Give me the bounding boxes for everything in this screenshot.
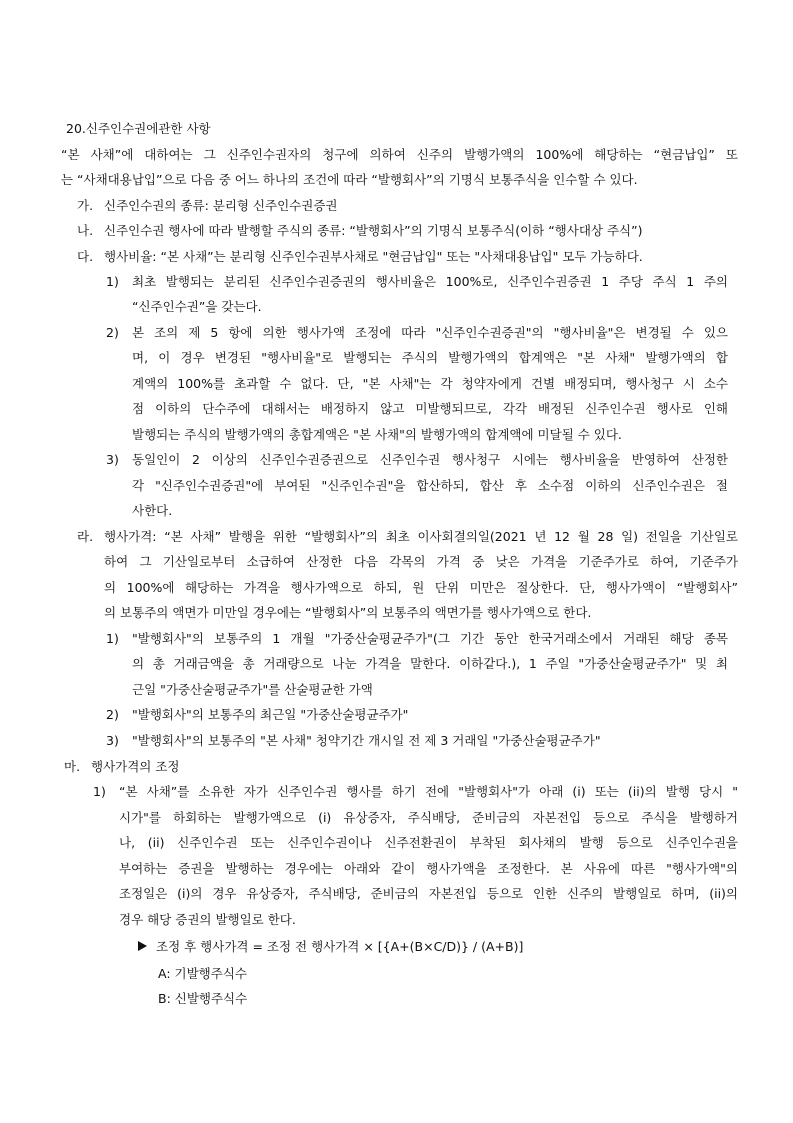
- ra-sub-1-num: 1): [106, 631, 119, 646]
- da-sub-3-num: 3): [106, 452, 119, 467]
- intro-line-2: 는 “사채대용납입”으로 다음 중 어느 하나의 조건에 따라 “발행회사”의 기명식 보통주식을 인수할 수 있다.: [61, 172, 638, 187]
- da-sub-3-line: 사한다.: [132, 503, 173, 518]
- ra-sub-2-num: 2): [106, 707, 119, 722]
- ra-sub-1-line: 근일 "가중산술평균주가"를 산술평균한 가액: [132, 682, 373, 697]
- item-da-text: 행사비율: “본 사채”는 분리형 신주인수권부사채로 "현금납입" 또는 "사채대용납입" 모두 가능하다.: [104, 249, 643, 264]
- da-sub-2-line: 며, 이 경우 변경된 "행사비율"로 발행되는 주식의 발행가액의 합계액은 "본 사채" 발행가액의 합: [132, 350, 728, 365]
- ra-sub-3-num: 3): [106, 733, 119, 748]
- da-sub-3-line: 동일인이 2 이상의 신주인수권증권으로 신주인수권 행사청구 시에는 행사비율을 반영하여 산정한: [132, 452, 728, 467]
- item-ra-line: 의 100%에 해당하는 가격을 행사가액으로 하되, 원 단위 미만은 절상한다. 단, 행사가액이 “발행회사”: [104, 580, 738, 595]
- section-title: 20.신주인수권에관한 사항: [66, 121, 211, 136]
- item-ma-marker: 마.: [64, 759, 81, 774]
- ra-sub-1-line: "발행회사"의 보통주의 1 개월 "가중산술평균주가"(그 기간 동안 한국거래소에서 거래된 해당 종목: [132, 631, 728, 646]
- ma-sub-1-line: 시가"를 하회하는 발행가액으로 (i) 유상증자, 주식배당, 준비금의 자본전입 등으로 주식을 발행하거: [119, 810, 738, 825]
- item-ga-text: 신주인수권의 종류: 분리형 신주인수권증권: [104, 198, 338, 213]
- ma-sub-1-line: 나, (ii) 신주인수권 또는 신주인수권이나 신주전환권이 부착된 회사채의 발행 등으로 신주인수권을: [119, 835, 738, 850]
- ma-sub-1-line: 부여하는 증권을 발행하는 경우에는 아래와 같이 행사가액을 조정한다. 본 사유에 따른 "행사가액"의: [119, 861, 738, 876]
- item-ra-line: 의 보통주의 액면가 미만일 경우에는 “발행회사”의 보통주의 액면가를 행사가액으로 한다.: [104, 605, 592, 620]
- formula-def-b: B: 신발행주식수: [158, 991, 248, 1006]
- ra-sub-3-line: "발행회사"의 보통주의 "본 사채" 청약기간 개시일 전 제 3 거래일 "가중산술평균주가": [132, 733, 601, 748]
- item-ra-line: 하여 그 기산일로부터 소급하여 산정한 다음 각목의 가격 중 낮은 가격을 기준주가로 하여, 기준주가: [104, 554, 738, 569]
- formula-def-a: A: 기발행주식수: [158, 966, 247, 981]
- da-sub-1-num: 1): [106, 274, 119, 289]
- ra-sub-1-line: 의 총 거래금액을 총 거래량으로 나눈 가격을 말한다. 이하같다.), 1 주일 "가중산술평균주가" 및 최: [132, 656, 728, 671]
- da-sub-2-line: 계액의 100%를 초과할 수 없다. 단, "본 사채"는 각 청약자에게 건별 배정되며, 행사청구 시 소수: [132, 376, 728, 391]
- ma-sub-1-num: 1): [93, 784, 106, 799]
- item-na-text: 신주인수권 행사에 따라 발행할 주식의 종류: “발행회사”의 기명식 보통주식(이하 “행사대상 주식”): [104, 223, 643, 238]
- da-sub-2-line: 점 이하의 단수주에 대해서는 배정하지 않고 미발행되므로, 각각 배정된 신주인수권 행사로 인해: [132, 401, 728, 416]
- ra-sub-2-line: "발행회사"의 보통주의 최근일 "가중산술평균주가": [132, 707, 409, 722]
- da-sub-1-line: “신주인수권”을 갖는다.: [132, 299, 262, 314]
- item-ra-marker: 라.: [77, 529, 94, 544]
- item-na-marker: 나.: [77, 223, 94, 238]
- da-sub-3-line: 각 "신주인수권증권"에 부여된 "신주인수권"을 합산하되, 합산 후 소수점 이하의 신주인수권은 절: [132, 478, 728, 493]
- ma-sub-1-line: 조정일은 (i)의 경우 유상증자, 주식배당, 준비금의 자본전입 등으로 인한 신주의 발행일로 하며, (ii)의: [119, 886, 738, 901]
- item-ga-marker: 가.: [77, 198, 94, 213]
- formula-text: 조정 후 행사가격 = 조정 전 행사가격 × [{A+(B×C/D)} / (A+B)]: [156, 939, 524, 954]
- da-sub-2-line: 본 조의 제 5 항에 의한 행사가액 조정에 따라 "신주인수권증권"의 "행사비율"은 변경될 수 있으: [132, 325, 728, 340]
- da-sub-1-line: 최초 발행되는 분리된 신주인수권증권의 행사비율은 100%로, 신주인수권증권 1 주당 주식 1 주의: [132, 274, 728, 289]
- ma-sub-1-line: “본 사채”를 소유한 자가 신주인수권 행사를 하기 전에 "발행회사"가 아래 (i) 또는 (ii)의 발행 당시 ": [119, 784, 738, 799]
- item-ra-line: 행사가격: “본 사채” 발행을 위한 “발행회사”의 최초 이사회결의일(2021 년 12 월 28 일) 전일을 기산일로: [104, 529, 738, 544]
- da-sub-2-num: 2): [106, 325, 119, 340]
- item-da-marker: 다.: [77, 249, 94, 264]
- ma-sub-1-line: 경우 해당 증권의 발행일로 한다.: [119, 912, 296, 927]
- da-sub-2-line: 발행되는 주식의 발행가액의 총합계액은 "본 사채"의 발행가액의 합계액에 미달될 수 있다.: [132, 427, 622, 442]
- formula-line: [138, 939, 523, 955]
- item-ma-text: 행사가격의 조정: [91, 759, 180, 774]
- intro-line-1: “본 사채”에 대하여는 그 신주인수권자의 청구에 의하여 신주의 발행가액의 100%에 해당하는 “현금납입” 또: [61, 147, 738, 162]
- triangle-bullet-icon: [138, 941, 147, 951]
